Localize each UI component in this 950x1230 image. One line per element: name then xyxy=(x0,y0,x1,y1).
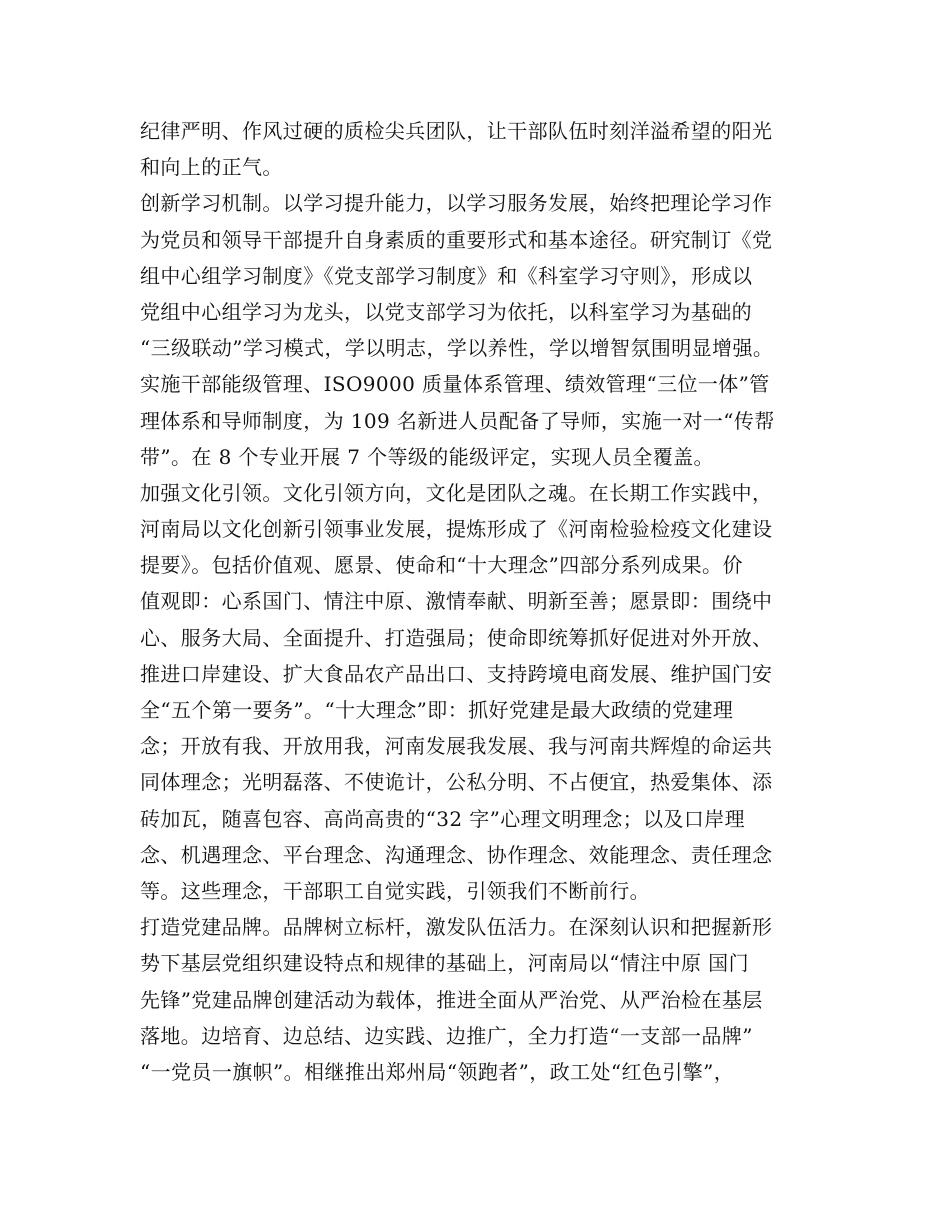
text-line: 同体理念；光明磊落、不使诡计，公私分明、不占便宜，热爱集体、添 xyxy=(140,770,773,795)
text-line: 念、机遇理念、平台理念、沟通理念、协作理念、效能理念、责任理念 xyxy=(140,842,773,867)
text-line: 先锋”党建品牌创建活动为载体，推进全面从严治党、从严治检在基层 xyxy=(140,987,763,1012)
text-line: 砖加瓦，随喜包容、高尚高贵的“32 字”心理文明理念；以及口岸理 xyxy=(140,806,746,831)
text-line: 和向上的正气。 xyxy=(140,155,283,180)
text-line: 加强文化引领。文化引领方向，文化是团队之魂。在长期工作实践中， xyxy=(140,480,773,505)
text-line: 值观即：心系国门、情注中原、激情奉献、明新至善；愿景即：围绕中 xyxy=(140,589,773,614)
text-line: 理体系和导师制度，为 109 名新进人员配备了导师，实施一对一“传帮 xyxy=(140,408,775,433)
body-text xyxy=(140,113,840,1090)
text-line: 等。这些理念，干部职工自觉实践，引领我们不断前行。 xyxy=(140,878,650,903)
text-line: 纪律严明、作风过硬的质检尖兵团队，让干部队伍时刻洋溢希望的阳光 xyxy=(140,119,773,143)
text-line: “三级联动”学习模式，学以明志，学以养性，学以增智氛围明显增强。 xyxy=(140,336,774,361)
text-line: 全“五个第一要务”。“十大理念”即：抓好党建是最大政绩的党建理 xyxy=(140,698,734,722)
text-line: 心、服务大局、全面提升、打造强局；使命即统筹抓好促进对外开放、 xyxy=(140,625,773,650)
text-line: 党组中心组学习为龙头，以党支部学习为依托，以科室学习为基础的 xyxy=(140,299,752,324)
text-line: 为党员和领导干部提升自身素质的重要形式和基本途径。研究制订《党 xyxy=(140,227,773,252)
text-line: 提要》。包括价值观、愿景、使命和“十大理念”四部分系列成果。价 xyxy=(140,553,743,578)
text-line: 推进口岸建设、扩大食品农产品出口、支持跨境电商发展、维护国门安 xyxy=(140,661,773,686)
text-line: 念；开放有我、开放用我，河南发展我发展、我与河南共辉煌的命运共 xyxy=(140,734,773,759)
text-line: 组中心组学习制度》《党支部学习制度》和《科室学习守则》，形成以 xyxy=(140,263,753,288)
text-line: 落地。边培育、边总结、边实践、边推广，全力打造“一支部一品牌” xyxy=(140,1023,753,1048)
text-line: 势下基层党组织建设特点和规律的基础上，河南局以“情注中原 国门 xyxy=(140,951,749,976)
text-line: “一党员一旗帜”。相继推出郑州局“领跑者”，政工处“红色引擎”， xyxy=(140,1059,735,1084)
text-line: 河南局以文化创新引领事业发展，提炼形成了《河南检验检疫文化建设 xyxy=(140,517,773,542)
text-line: 打造党建品牌。品牌树立标杆，激发队伍活力。在深刻认识和把握新形 xyxy=(140,915,773,940)
text-line: 创新学习机制。以学习提升能力，以学习服务发展，始终把理论学习作 xyxy=(140,191,773,216)
text-line: 实施干部能级管理、ISO9000 质量体系管理、绩效管理“三位一体”管 xyxy=(140,372,770,397)
text-line: 带”。在 8 个专业开展 7 个等级的能级评定，实现人员全覆盖。 xyxy=(140,444,714,469)
